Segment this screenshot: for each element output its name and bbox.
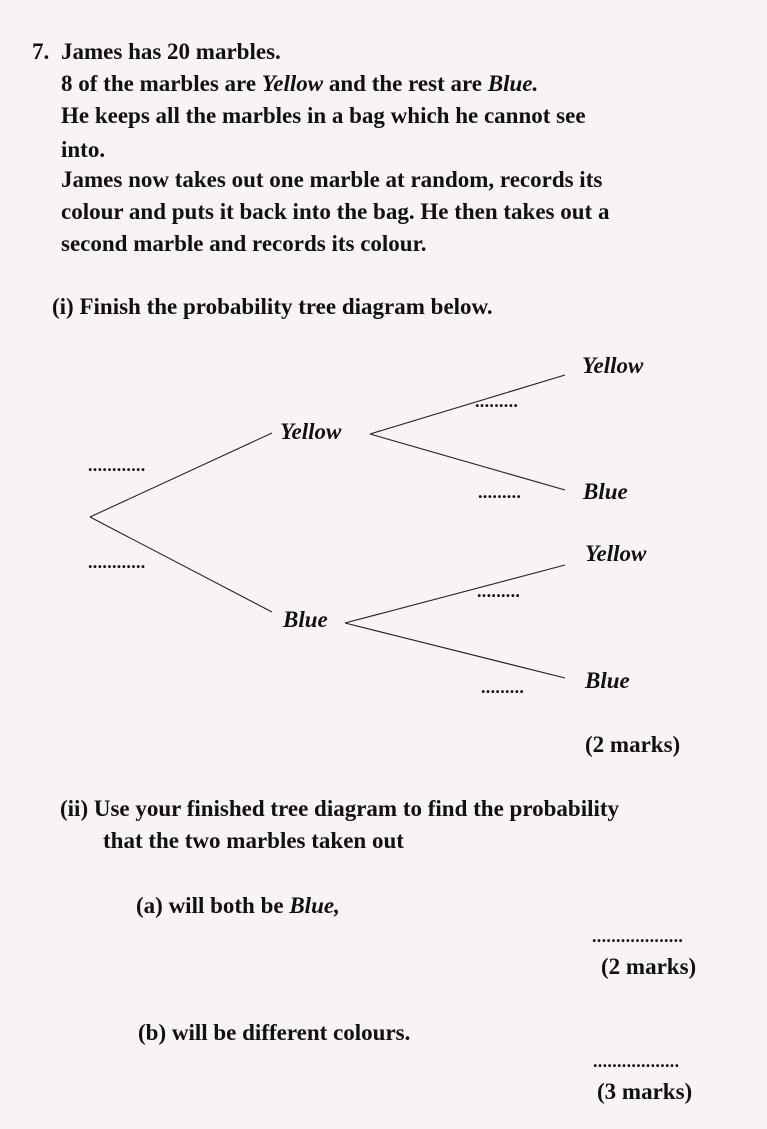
branch-blue-blue — [345, 623, 565, 678]
blank-blue-blue-probability[interactable]: ......... — [481, 677, 525, 697]
branch-blue-yellow — [345, 565, 565, 623]
question-line-3: He keeps all the marbles in a bag which he cannot see — [61, 103, 586, 128]
tree-first-yellow-label: Yellow — [280, 419, 342, 444]
blank-first-blue-probability[interactable]: ............ — [88, 552, 146, 572]
part-ii-a-marks: (2 marks) — [601, 954, 697, 979]
part-ii-b-marks: (3 marks) — [597, 1079, 693, 1104]
question-blue-word: Blue. — [487, 71, 539, 96]
tree-second-blue-yellow-label: Yellow — [585, 541, 647, 566]
question-line-2-pre: 8 of the marbles are — [61, 71, 262, 96]
tree-first-blue-label: Blue — [283, 607, 328, 632]
part-ii-a-answer-blank[interactable]: ................... — [592, 926, 684, 946]
part-ii-b-question: (b) will be different colours. — [138, 1020, 411, 1045]
tree-second-yellow-yellow-label: Yellow — [582, 353, 644, 378]
question-line-2-mid: and the rest are — [323, 71, 488, 96]
part-i-instruction: (i) Finish the probability tree diagram below. — [52, 294, 493, 319]
part-ii-a-pre: (a) will both be — [136, 893, 290, 918]
question-yellow-word: Yellow — [261, 71, 324, 96]
part-i-marks: (2 marks) — [585, 732, 681, 757]
question-line-7: second marble and records its colour. — [61, 231, 427, 256]
part-ii-b-answer-blank[interactable]: .................. — [593, 1051, 680, 1071]
question-line-4: into. — [61, 137, 106, 162]
part-ii-line-2: that the two marbles taken out — [103, 828, 404, 853]
question-line-5: James now takes out one marble at random, records its — [61, 167, 603, 192]
branch-yellow-yellow — [370, 375, 565, 434]
part-ii-line-1: (ii) Use your finished tree diagram to find the probability — [60, 796, 620, 821]
question-number: 7. — [32, 39, 50, 64]
part-ii-a-question — [136, 894, 340, 917]
branch-first-yellow — [90, 433, 272, 517]
tree-second-blue-blue-label: Blue — [585, 668, 630, 693]
part-ii-a-blue-word: Blue, — [289, 893, 340, 918]
blank-yellow-yellow-probability[interactable]: ......... — [475, 391, 519, 411]
question-line-6: colour and puts it back into the bag. He then takes out a — [61, 199, 610, 224]
blank-yellow-blue-probability[interactable]: ......... — [478, 482, 522, 502]
blank-first-yellow-probability[interactable]: ............ — [88, 455, 146, 475]
tree-second-yellow-blue-label: Blue — [583, 479, 628, 504]
blank-blue-yellow-probability[interactable]: ......... — [477, 581, 521, 601]
branch-yellow-blue — [370, 434, 565, 490]
question-line-1: James has 20 marbles. — [61, 39, 281, 64]
